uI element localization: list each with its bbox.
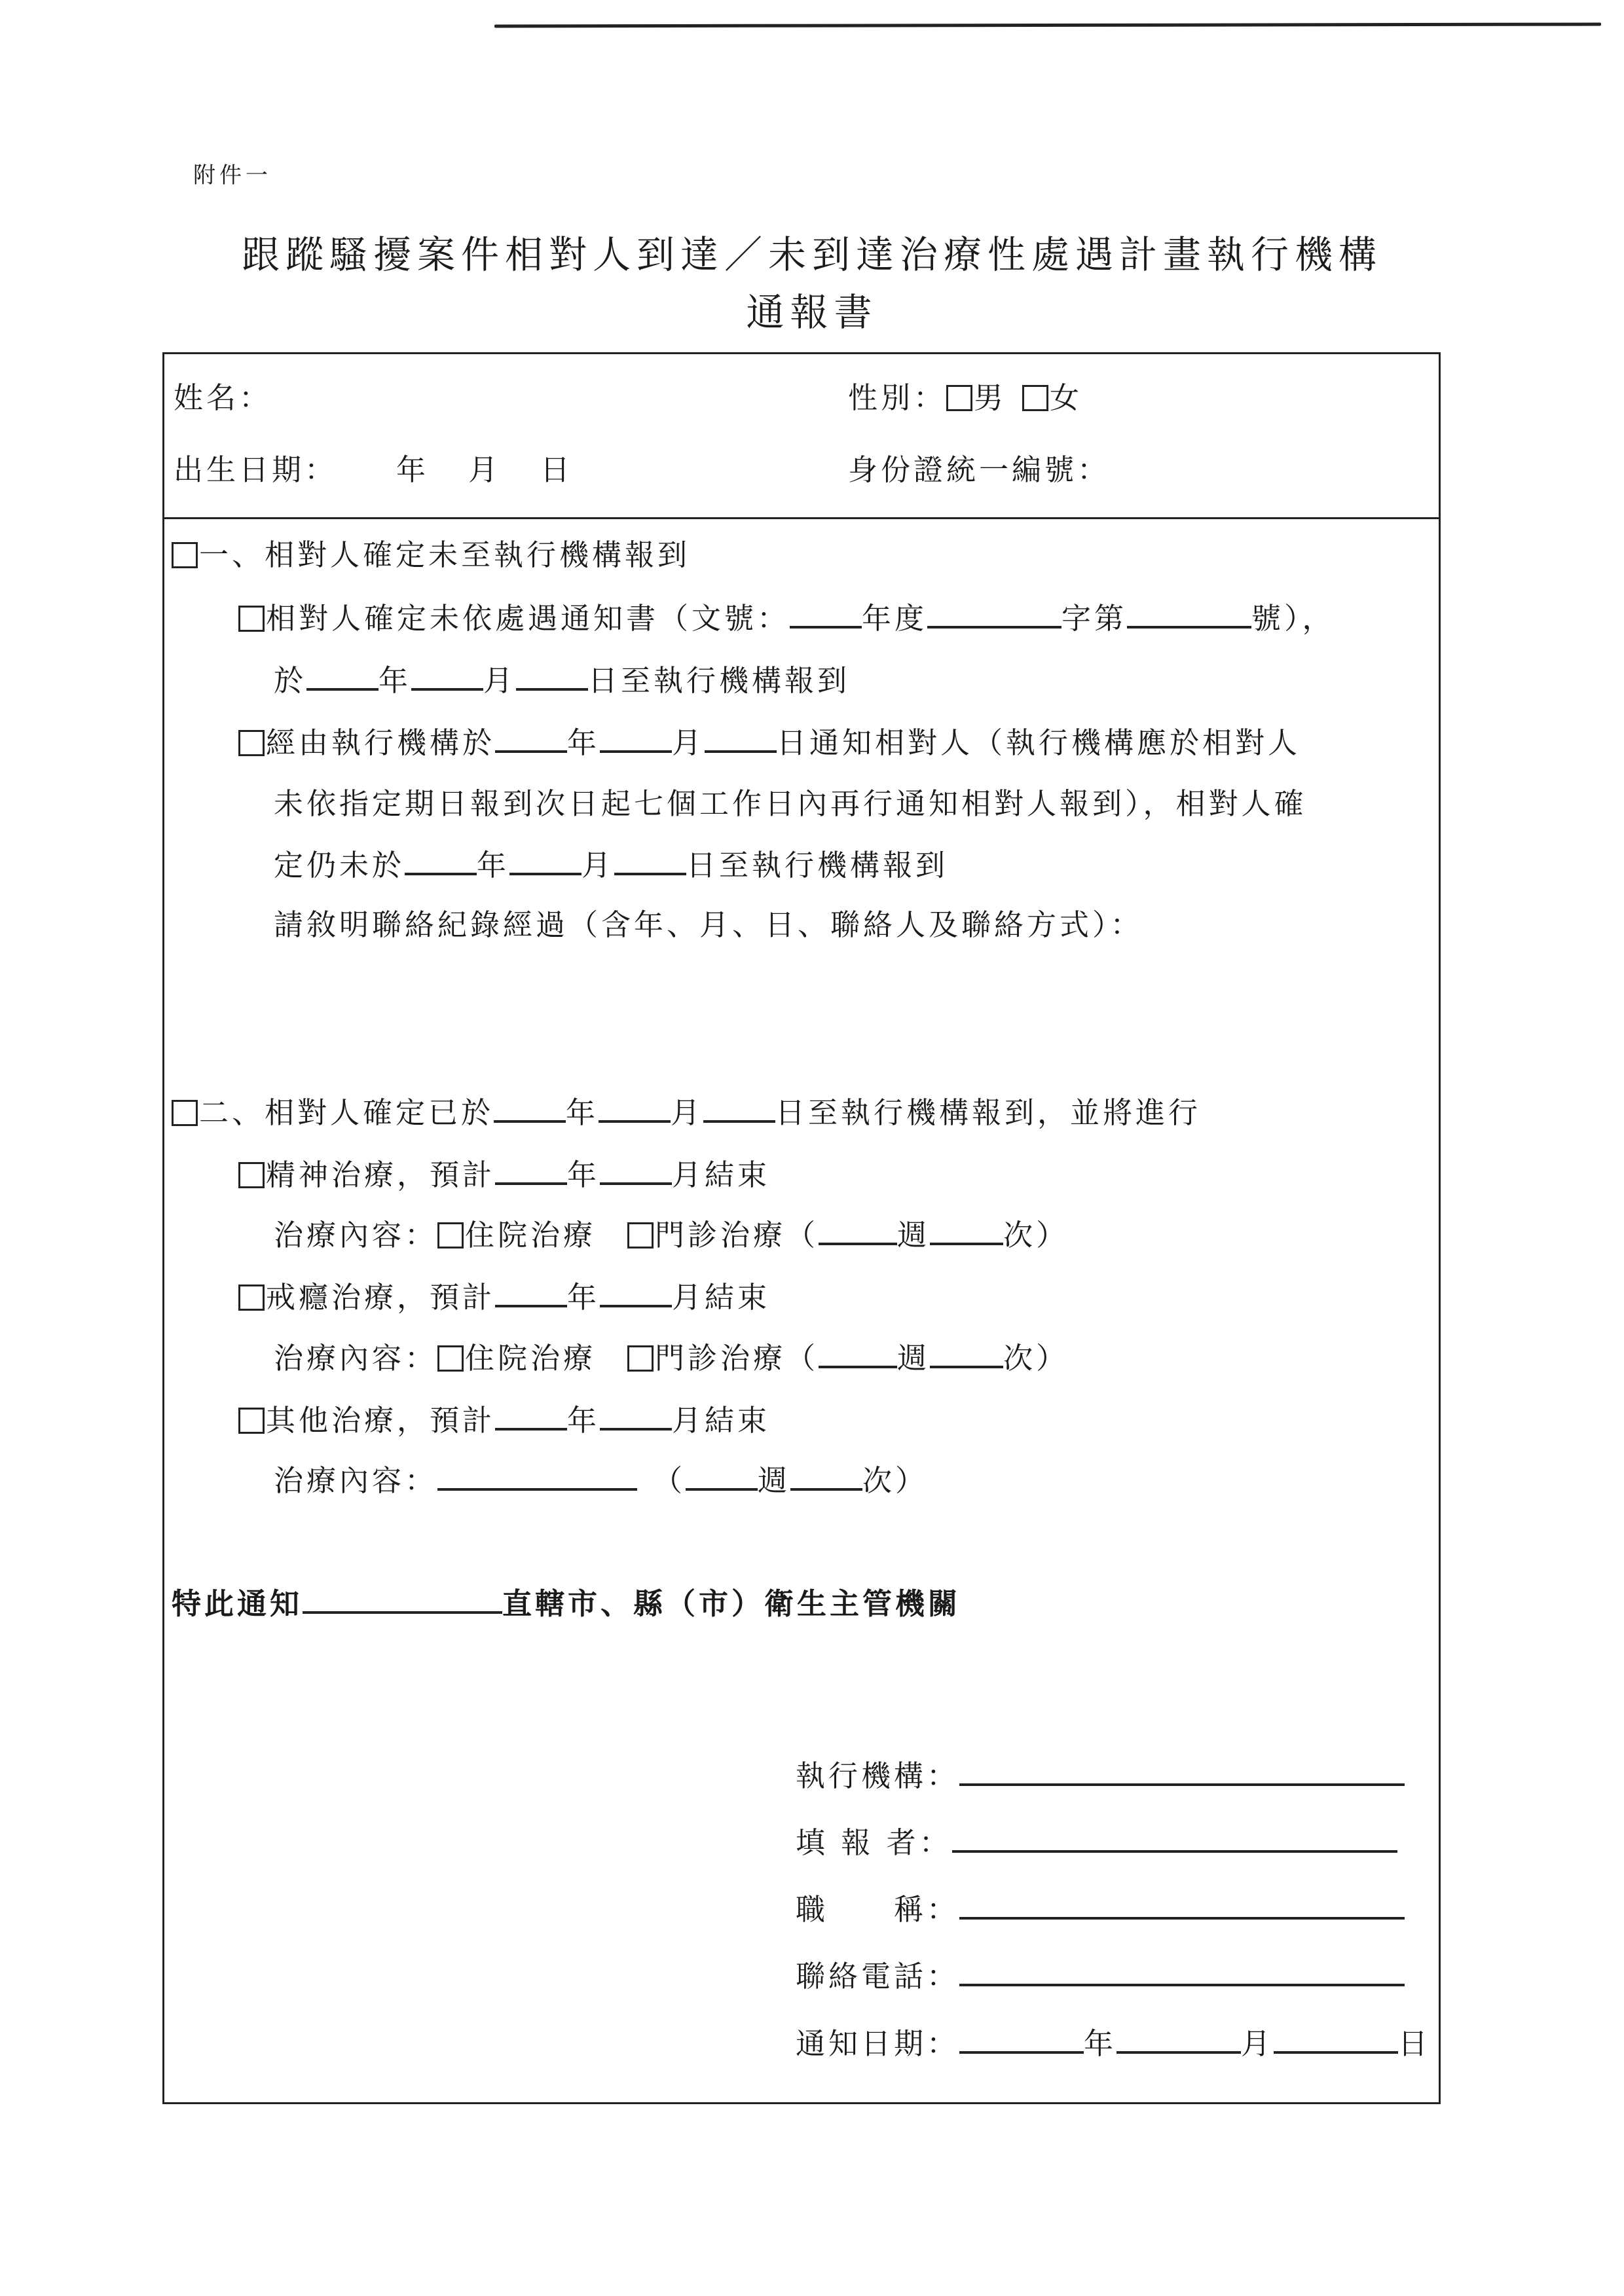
s2-day-blank[interactable] [703, 1097, 775, 1123]
male-checkbox[interactable] [946, 385, 972, 411]
id-number-label: 身份證統一編號： [848, 452, 1111, 487]
section1-option1: 相對人確定未依處遇通知書（文號： 年度 字第 號）， [238, 602, 1335, 633]
addiction-times-blank[interactable] [930, 1342, 1003, 1368]
s2-month-blank[interactable] [599, 1097, 671, 1123]
psych-treatment: 精神治療，預計 年 月結束 [238, 1159, 770, 1190]
phone-field: 聯絡電話： [796, 1960, 1405, 1991]
addiction-year-blank[interactable] [495, 1281, 567, 1307]
psych-inpatient-checkbox[interactable] [437, 1222, 464, 1248]
opt2b-year-blank[interactable] [405, 849, 477, 875]
reporter-field: 填 報 者： [796, 1827, 1397, 1857]
other-week-blank[interactable] [686, 1465, 758, 1491]
phone-blank[interactable] [959, 1960, 1405, 1986]
addiction-treatment: 戒癮治療，預計 年 月結束 [238, 1281, 770, 1312]
docno-number-blank[interactable] [1127, 602, 1251, 629]
opt1-day-blank[interactable] [516, 665, 588, 691]
addiction-inpatient-checkbox[interactable] [437, 1345, 464, 1372]
male-label: 男 [974, 380, 1007, 415]
addiction-content: 治療內容： 住院治療 門診治療（ 週 次） [274, 1341, 1069, 1376]
psych-year-blank[interactable] [495, 1159, 567, 1185]
section2-title: 二、相對人確定已於 年 月 日至執行機構報到，並將進行 [172, 1097, 1201, 1127]
section1-option2: 經由執行機構於 年 月 日通知相對人（執行機構應於相對人 [238, 727, 1301, 757]
addiction-checkbox[interactable] [238, 1285, 265, 1311]
birth-month-label: 月 [468, 452, 502, 487]
notify-month-blank[interactable] [1116, 2028, 1241, 2054]
opt2b-day-blank[interactable] [614, 849, 686, 875]
birth-day-label: 日 [540, 452, 574, 487]
scan-top-line [494, 23, 1601, 28]
notify-date-field: 通知日期： 年 月 日 [796, 2026, 1431, 2061]
section1-title: 一、相對人確定未至執行機構報到 [172, 540, 690, 570]
opt2b-month-blank[interactable] [509, 849, 581, 875]
agency-field: 執行機構： [796, 1760, 1405, 1791]
birth-label: 出生日期： [174, 452, 338, 487]
notice-city-blank[interactable] [303, 1588, 502, 1614]
reporter-blank[interactable] [952, 1827, 1397, 1853]
notify-day-blank[interactable] [1274, 2028, 1398, 2054]
gender-field: 性別： 男 女 [848, 380, 1083, 415]
section1-option2-line3: 定仍未於 年 月 日至執行機構報到 [274, 848, 949, 883]
docno-char-blank[interactable] [927, 602, 1061, 629]
name-label: 姓名： [174, 380, 272, 415]
birth-year-label: 年 [396, 452, 430, 487]
other-times-blank[interactable] [790, 1465, 862, 1491]
psych-times-blank[interactable] [930, 1219, 1003, 1245]
female-label: 女 [1050, 380, 1083, 415]
document-title-line2: 通報書 [746, 290, 878, 335]
docno-year-blank[interactable] [790, 602, 862, 629]
opt2-year-blank[interactable] [495, 727, 567, 753]
other-content-blank[interactable] [437, 1465, 637, 1491]
header-divider [162, 517, 1441, 519]
opt2-month-blank[interactable] [600, 727, 672, 753]
other-treatment: 其他治療，預計 年 月結束 [238, 1404, 770, 1435]
option2-checkbox[interactable] [238, 730, 265, 756]
opt1-month-blank[interactable] [411, 665, 483, 691]
psych-checkbox[interactable] [238, 1162, 265, 1188]
section2-checkbox[interactable] [172, 1100, 198, 1126]
notice-line: 特此通知 直轄市、縣（市）衛生主管機關 [172, 1586, 961, 1621]
job-title-field: 職 稱： [796, 1893, 1405, 1924]
addiction-week-blank[interactable] [819, 1342, 897, 1368]
other-month-blank[interactable] [600, 1404, 672, 1430]
psych-outpatient-checkbox[interactable] [627, 1222, 654, 1248]
option1-checkbox[interactable] [238, 606, 265, 632]
notify-year-blank[interactable] [959, 2028, 1084, 2054]
addiction-month-blank[interactable] [600, 1281, 672, 1307]
opt2-day-blank[interactable] [705, 727, 777, 753]
opt1-year-blank[interactable] [306, 665, 378, 691]
contact-record-prompt: 請敘明聯絡紀錄經過（含年、月、日、聯絡人及聯絡方式）： [274, 907, 1143, 942]
psych-content: 治療內容： 住院治療 門診治療（ 週 次） [274, 1218, 1069, 1252]
psych-week-blank[interactable] [819, 1219, 897, 1245]
other-content: 治療內容： （ 週 次） [274, 1463, 929, 1498]
other-year-blank[interactable] [495, 1404, 567, 1430]
section1-option1-line2: 於 年 月 日至執行機構報到 [274, 663, 851, 698]
female-checkbox[interactable] [1022, 385, 1048, 411]
s2-year-blank[interactable] [494, 1097, 566, 1123]
annex-label: 附件一 [193, 162, 272, 189]
psych-month-blank[interactable] [600, 1159, 672, 1185]
section1-option2-line2: 未依指定期日報到次日起七個工作日內再行通知相對人報到），相對人確 [274, 786, 1307, 821]
section1-checkbox[interactable] [172, 542, 198, 568]
addiction-outpatient-checkbox[interactable] [627, 1345, 654, 1372]
job-title-blank[interactable] [959, 1893, 1405, 1920]
agency-blank[interactable] [959, 1760, 1405, 1786]
other-checkbox[interactable] [238, 1408, 265, 1434]
document-title: 跟蹤騷擾案件相對人到達／未到達治療性處遇計畫執行機構 [241, 232, 1382, 277]
